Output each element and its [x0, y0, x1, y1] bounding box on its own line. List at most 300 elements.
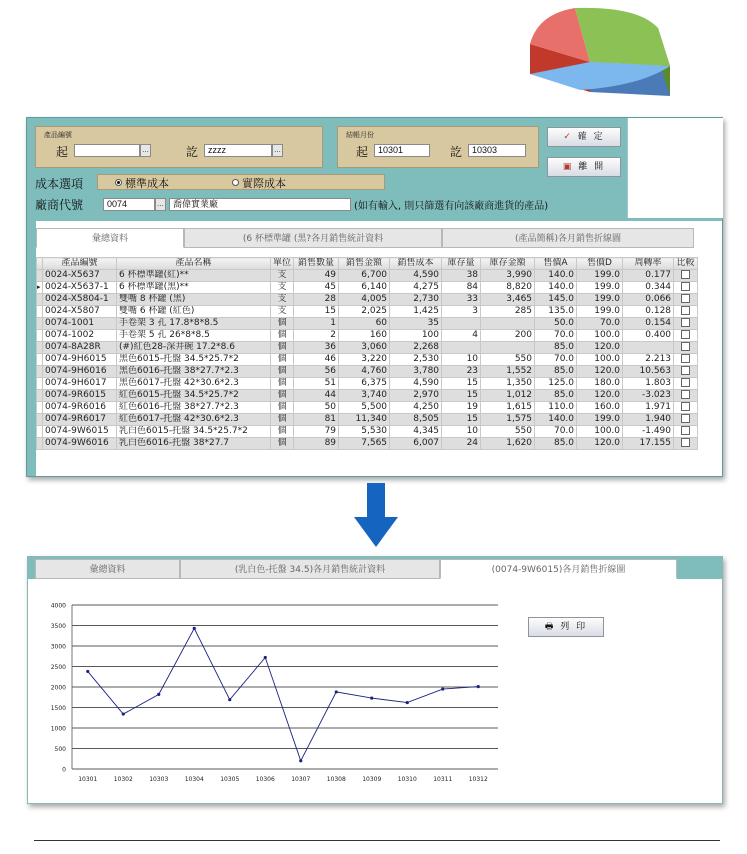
table-cell[interactable]: 雙嘴 8 杯罐 (黑): [117, 294, 271, 306]
table-cell[interactable]: 2,268: [390, 342, 442, 354]
table-cell[interactable]: 乳白色6016-托盤 38*27.7: [117, 438, 271, 450]
table-cell[interactable]: 支: [271, 306, 294, 318]
sales-summary-grid: [36, 257, 722, 475]
table-cell[interactable]: 125.0: [535, 378, 577, 390]
table-cell[interactable]: 3,780: [390, 366, 442, 378]
compare-checkbox-cell[interactable]: [674, 354, 698, 366]
table-cell[interactable]: 2,530: [390, 354, 442, 366]
table-cell[interactable]: 199.0: [577, 282, 623, 294]
grid-header-cell[interactable]: 比較: [674, 258, 698, 270]
bottom-divider: [34, 840, 720, 841]
compare-checkbox-cell[interactable]: [674, 282, 698, 294]
table-cell[interactable]: 60: [339, 318, 390, 330]
table-cell[interactable]: 11,340: [339, 414, 390, 426]
table-cell[interactable]: 1,615: [481, 402, 535, 414]
compare-checkbox[interactable]: [681, 414, 690, 423]
compare-checkbox[interactable]: [681, 318, 690, 327]
table-cell[interactable]: 0074-9R6015: [43, 390, 117, 402]
y-tick-label: 3000: [50, 643, 66, 651]
table-cell[interactable]: 0074-1002: [43, 330, 117, 342]
data-point: [477, 685, 480, 688]
data-point: [370, 696, 373, 699]
table-cell[interactable]: 紅色6016-托盤 38*27.7*2.3: [117, 402, 271, 414]
table-cell[interactable]: [442, 318, 481, 330]
table-cell[interactable]: 15: [442, 414, 481, 426]
table-row[interactable]: [37, 402, 698, 414]
table-cell[interactable]: 6,700: [339, 270, 390, 282]
x-tick-label: 10305: [220, 776, 240, 783]
table-cell[interactable]: 3: [442, 306, 481, 318]
table-cell[interactable]: 10.563: [623, 366, 674, 378]
x-tick-label: 10309: [362, 776, 382, 783]
product-to-lookup-button[interactable]: ...: [272, 144, 283, 157]
table-cell[interactable]: 85.0: [535, 366, 577, 378]
table-cell[interactable]: 38: [442, 270, 481, 282]
table-cell[interactable]: 個: [271, 330, 294, 342]
table-cell[interactable]: 70.0: [535, 426, 577, 438]
table-cell[interactable]: 黑色6016-托盤 38*27.7*2.3: [117, 366, 271, 378]
compare-checkbox-cell[interactable]: [674, 330, 698, 342]
table-cell[interactable]: 70.0: [535, 330, 577, 342]
compare-checkbox[interactable]: [681, 426, 690, 435]
sales-chart-window: [27, 556, 723, 804]
table-cell[interactable]: 個: [271, 426, 294, 438]
table-cell[interactable]: 140.0: [535, 414, 577, 426]
compare-checkbox-cell[interactable]: [674, 402, 698, 414]
table-cell[interactable]: 15: [294, 306, 339, 318]
table-cell[interactable]: 1,620: [481, 438, 535, 450]
table-cell[interactable]: 4,005: [339, 294, 390, 306]
table-cell[interactable]: 110.0: [535, 402, 577, 414]
compare-checkbox[interactable]: [681, 402, 690, 411]
x-tick-label: 10307: [291, 776, 311, 783]
compare-checkbox[interactable]: [681, 294, 690, 303]
x-tick-label: 10304: [184, 776, 204, 783]
table-cell[interactable]: 0074-1001: [43, 318, 117, 330]
table-cell[interactable]: 1: [294, 318, 339, 330]
grid-header-cell[interactable]: 產品編號: [43, 258, 117, 270]
month-to-input[interactable]: [468, 144, 526, 157]
vendor-lookup-button[interactable]: ...: [155, 198, 166, 211]
table-cell[interactable]: 145.0: [535, 294, 577, 306]
table-cell[interactable]: 160.0: [577, 402, 623, 414]
table-cell[interactable]: 100.0: [577, 330, 623, 342]
table-cell[interactable]: 紅色6017-托盤 42*30.6*2.3: [117, 414, 271, 426]
table-cell[interactable]: 6 杯標準罐(紅)**: [117, 270, 271, 282]
check-icon: ✓: [563, 132, 573, 142]
close-button-label: 離 開: [578, 162, 606, 172]
table-cell[interactable]: 0074-9H6016: [43, 366, 117, 378]
x-tick-label: 10311: [433, 776, 453, 783]
table-row[interactable]: [37, 366, 698, 378]
printer-icon: 🖶: [544, 622, 556, 632]
table-cell[interactable]: 4,250: [390, 402, 442, 414]
table-cell[interactable]: 100: [390, 330, 442, 342]
data-point: [157, 693, 160, 696]
data-point: [335, 690, 338, 693]
grid-header-cell[interactable]: 銷售金額: [339, 258, 390, 270]
table-cell[interactable]: 2: [294, 330, 339, 342]
series-line: [88, 628, 479, 760]
compare-checkbox[interactable]: [681, 438, 690, 447]
table-cell[interactable]: 0074-9W6015: [43, 426, 117, 438]
compare-checkbox-cell[interactable]: [674, 342, 698, 354]
table-cell[interactable]: 85.0: [535, 342, 577, 354]
table-cell[interactable]: 70.0: [535, 354, 577, 366]
compare-checkbox[interactable]: [681, 330, 690, 339]
compare-checkbox[interactable]: [681, 354, 690, 363]
y-tick-label: 1000: [50, 725, 66, 733]
table-cell[interactable]: 6,007: [390, 438, 442, 450]
table-cell[interactable]: 44: [294, 390, 339, 402]
table-cell[interactable]: 個: [271, 438, 294, 450]
table-cell[interactable]: 4,590: [390, 270, 442, 282]
table-cell[interactable]: 100.0: [577, 354, 623, 366]
down-arrow-icon: [354, 483, 398, 547]
actual-cost-radio[interactable]: [232, 179, 239, 186]
compare-checkbox-cell[interactable]: [674, 318, 698, 330]
table-cell[interactable]: 24: [442, 438, 481, 450]
table-cell[interactable]: 85.0: [535, 438, 577, 450]
grid-header-cell[interactable]: 銷售成本: [390, 258, 442, 270]
table-cell[interactable]: 5,500: [339, 402, 390, 414]
table-cell[interactable]: 2,730: [390, 294, 442, 306]
compare-checkbox-cell[interactable]: [674, 390, 698, 402]
table-cell[interactable]: 15: [442, 390, 481, 402]
table-row[interactable]: [37, 270, 698, 282]
compare-checkbox-cell[interactable]: [674, 414, 698, 426]
y-tick-label: 3500: [50, 623, 66, 630]
table-cell[interactable]: 10: [442, 354, 481, 366]
table-cell[interactable]: 0024-X5637-1: [43, 282, 117, 294]
product-from-input[interactable]: [74, 144, 140, 157]
table-cell[interactable]: 10: [442, 426, 481, 438]
table-cell[interactable]: 51: [294, 378, 339, 390]
table-cell[interactable]: 黑色6017-托盤 42*30.6*2.3: [117, 378, 271, 390]
table-cell[interactable]: 0074-9R6016: [43, 402, 117, 414]
grid-header-cell[interactable]: 庫存金額: [481, 258, 535, 270]
tab-monthly-sales-line-chart[interactable]: (產品簡稱)各月銷售折線圖: [442, 228, 694, 248]
row-selector[interactable]: ▸: [37, 282, 43, 294]
table-cell[interactable]: 1,012: [481, 390, 535, 402]
table-cell[interactable]: 180.0: [577, 378, 623, 390]
table-row[interactable]: [37, 426, 698, 438]
table-cell[interactable]: 4,760: [339, 366, 390, 378]
table-cell[interactable]: 35: [390, 318, 442, 330]
table-row[interactable]: [37, 294, 698, 306]
top-tab-bar: [36, 228, 722, 249]
table-cell[interactable]: -3.023: [623, 390, 674, 402]
table-row[interactable]: [37, 306, 698, 318]
product-number-box-title: 產品編號: [44, 131, 72, 139]
closing-month-box: [337, 126, 539, 168]
table-cell[interactable]: 5,530: [339, 426, 390, 438]
table-row[interactable]: [37, 342, 698, 354]
table-cell[interactable]: 15: [442, 378, 481, 390]
table-cell[interactable]: 1,425: [390, 306, 442, 318]
cost-option-label: 成本選項: [35, 177, 84, 191]
table-cell[interactable]: 200: [481, 330, 535, 342]
table-cell[interactable]: 36: [294, 342, 339, 354]
vendor-hint-text: (如有輸入, 則只篩選有向該廠商進貨的產品): [354, 201, 549, 212]
compare-checkbox-cell[interactable]: [674, 438, 698, 450]
bottom-tab-monthly-sales-stats[interactable]: (乳白色-托盤 34.5)各月銷售統計資料: [180, 559, 440, 579]
x-tick-label: 10312: [468, 776, 488, 783]
confirm-button[interactable]: [547, 127, 621, 147]
x-tick-label: 10302: [113, 776, 133, 783]
vendor-code-input[interactable]: [103, 198, 155, 211]
table-cell[interactable]: 70.0: [577, 318, 623, 330]
compare-checkbox[interactable]: [681, 378, 690, 387]
data-point: [122, 712, 125, 715]
table-cell[interactable]: [481, 318, 535, 330]
table-cell[interactable]: 199.0: [577, 306, 623, 318]
table-cell[interactable]: 3,060: [339, 342, 390, 354]
table-cell[interactable]: 手卷架 3 孔 17.8*8*8.5: [117, 318, 271, 330]
table-row[interactable]: [37, 438, 698, 450]
table-cell[interactable]: 8,820: [481, 282, 535, 294]
table-cell[interactable]: 17.155: [623, 438, 674, 450]
table-cell[interactable]: 1,350: [481, 378, 535, 390]
product-to-input[interactable]: [204, 144, 272, 157]
table-cell[interactable]: 0.154: [623, 318, 674, 330]
table-cell[interactable]: [481, 342, 535, 354]
sales-query-window: [26, 117, 723, 477]
standard-cost-label: 標準成本: [125, 177, 169, 190]
table-row[interactable]: [37, 390, 698, 402]
table-row[interactable]: [37, 354, 698, 366]
y-tick-label: 0: [62, 766, 66, 774]
table-row[interactable]: [37, 318, 698, 330]
y-tick-label: 2000: [50, 684, 66, 692]
grid-header-cell[interactable]: 售價D: [577, 258, 623, 270]
table-cell[interactable]: 0074-9H6017: [43, 378, 117, 390]
table-cell[interactable]: 81: [294, 414, 339, 426]
data-point: [86, 670, 89, 673]
table-cell[interactable]: 50: [294, 402, 339, 414]
data-point: [299, 759, 302, 762]
tab-summary-data[interactable]: 彙總資料: [36, 228, 184, 248]
monthly-sales-line-chart: [28, 579, 722, 803]
data-point: [264, 656, 267, 659]
table-cell[interactable]: 2,025: [339, 306, 390, 318]
table-cell[interactable]: 6 杯標準罐(黑)**: [117, 282, 271, 294]
table-cell[interactable]: (#)紅色28-深井碗 17.2*8.6: [117, 342, 271, 354]
table-row[interactable]: [37, 282, 698, 294]
table-cell[interactable]: 28: [294, 294, 339, 306]
table-cell[interactable]: 0.177: [623, 270, 674, 282]
data-point: [228, 698, 231, 701]
table-cell[interactable]: 支: [271, 270, 294, 282]
table-cell[interactable]: 199.0: [577, 414, 623, 426]
grid-header-cell[interactable]: 銷售數量: [294, 258, 339, 270]
compare-checkbox-cell[interactable]: [674, 294, 698, 306]
month-from-input[interactable]: [374, 144, 430, 157]
table-cell[interactable]: 85.0: [535, 390, 577, 402]
confirm-button-label: 確 定: [577, 132, 605, 142]
grid-header-cell[interactable]: 庫存量: [442, 258, 481, 270]
product-to-label: 訖: [186, 145, 199, 159]
table-cell[interactable]: 550: [481, 426, 535, 438]
table-cell[interactable]: 56: [294, 366, 339, 378]
closing-month-box-title: 結帳月份: [346, 131, 374, 139]
table-cell[interactable]: 0074-8A28R: [43, 342, 117, 354]
product-from-label: 起: [56, 145, 69, 159]
table-cell[interactable]: 0.400: [623, 330, 674, 342]
grid-header-cell[interactable]: 周轉率: [623, 258, 674, 270]
product-number-box: [35, 126, 323, 168]
table-cell[interactable]: 4,275: [390, 282, 442, 294]
table-cell[interactable]: -1.490: [623, 426, 674, 438]
table-cell[interactable]: 8,505: [390, 414, 442, 426]
table-cell[interactable]: 個: [271, 366, 294, 378]
exit-door-icon: ▣: [562, 162, 574, 172]
table-cell[interactable]: 手卷架 5 孔 26*8*8.5: [117, 330, 271, 342]
x-tick-label: 10308: [326, 776, 346, 783]
table-cell[interactable]: 140.0: [535, 270, 577, 282]
compare-checkbox-cell[interactable]: [674, 378, 698, 390]
compare-checkbox-cell[interactable]: [674, 426, 698, 438]
x-tick-label: 10301: [78, 776, 98, 783]
table-cell[interactable]: 個: [271, 402, 294, 414]
table-cell[interactable]: 550: [481, 354, 535, 366]
table-cell[interactable]: 89: [294, 438, 339, 450]
compare-checkbox[interactable]: [681, 390, 690, 399]
table-row[interactable]: [37, 330, 698, 342]
table-cell[interactable]: 0074-9H6015: [43, 354, 117, 366]
table-cell[interactable]: 個: [271, 354, 294, 366]
table-row[interactable]: [37, 378, 698, 390]
compare-checkbox[interactable]: [681, 366, 690, 375]
table-cell[interactable]: 0074-9W6016: [43, 438, 117, 450]
table-cell[interactable]: 個: [271, 378, 294, 390]
y-tick-label: 1500: [50, 705, 66, 712]
table-cell[interactable]: 4,345: [390, 426, 442, 438]
table-row[interactable]: [37, 414, 698, 426]
table-cell[interactable]: 3,990: [481, 270, 535, 282]
table-cell[interactable]: 46: [294, 354, 339, 366]
table-cell[interactable]: 個: [271, 414, 294, 426]
table-cell[interactable]: 6,140: [339, 282, 390, 294]
table-cell[interactable]: 120.0: [577, 366, 623, 378]
table-cell[interactable]: 1.940: [623, 414, 674, 426]
table-cell[interactable]: 0024-X5637: [43, 270, 117, 282]
table-cell[interactable]: 199.0: [577, 294, 623, 306]
grid-header-cell[interactable]: 單位: [271, 258, 294, 270]
actual-cost-label: 實際成本: [242, 177, 286, 190]
compare-checkbox[interactable]: [681, 342, 690, 351]
x-tick-label: 10310: [397, 776, 417, 783]
table-cell[interactable]: 乳白色6015-托盤 34.5*25.7*2: [117, 426, 271, 438]
product-from-lookup-button[interactable]: ...: [140, 144, 151, 157]
table-cell[interactable]: 135.0: [535, 306, 577, 318]
table-cell[interactable]: 140.0: [535, 282, 577, 294]
table-cell[interactable]: 50.0: [535, 318, 577, 330]
table-cell[interactable]: 0074-9R6017: [43, 414, 117, 426]
tab-monthly-sales-stats[interactable]: (6 杯標準罐 (黑?各月銷售統計資料: [184, 228, 442, 248]
y-tick-label: 500: [54, 746, 66, 753]
print-button-label: 列 印: [560, 622, 588, 632]
compare-checkbox-cell[interactable]: [674, 270, 698, 282]
table-cell[interactable]: 個: [271, 318, 294, 330]
table-cell[interactable]: 3,740: [339, 390, 390, 402]
table-cell[interactable]: [623, 342, 674, 354]
table-cell[interactable]: 79: [294, 426, 339, 438]
table-cell[interactable]: [442, 342, 481, 354]
table-cell[interactable]: 個: [271, 342, 294, 354]
vendor-name-input[interactable]: [169, 198, 351, 211]
table-cell[interactable]: 2,970: [390, 390, 442, 402]
grid-header-cell[interactable]: 售價A: [535, 258, 577, 270]
table-cell[interactable]: 49: [294, 270, 339, 282]
table-cell[interactable]: 2.213: [623, 354, 674, 366]
bottom-tab-summary-data[interactable]: 彙總資料: [35, 559, 180, 579]
grid-header-cell[interactable]: 產品名稱: [117, 258, 271, 270]
table-cell[interactable]: 1.971: [623, 402, 674, 414]
standard-cost-radio[interactable]: [115, 179, 122, 186]
table-cell[interactable]: 1,552: [481, 366, 535, 378]
table-cell[interactable]: 支: [271, 294, 294, 306]
table-cell[interactable]: 120.0: [577, 390, 623, 402]
table-cell[interactable]: 個: [271, 390, 294, 402]
table-cell[interactable]: 19: [442, 402, 481, 414]
table-cell[interactable]: 3,220: [339, 354, 390, 366]
data-point: [406, 701, 409, 704]
table-cell[interactable]: 4,590: [390, 378, 442, 390]
grid-body: [37, 270, 698, 450]
compare-checkbox[interactable]: [681, 270, 690, 279]
compare-checkbox[interactable]: [681, 306, 690, 315]
table-cell[interactable]: 199.0: [577, 270, 623, 282]
table-cell[interactable]: 23: [442, 366, 481, 378]
table-cell[interactable]: 45: [294, 282, 339, 294]
compare-checkbox-cell[interactable]: [674, 366, 698, 378]
table-cell[interactable]: 1.803: [623, 378, 674, 390]
table-cell[interactable]: 雙嘴 6 杯罐 (紅色): [117, 306, 271, 318]
table-cell[interactable]: 7,565: [339, 438, 390, 450]
table-cell[interactable]: 支: [271, 282, 294, 294]
table-cell[interactable]: 6,375: [339, 378, 390, 390]
table-cell[interactable]: 33: [442, 294, 481, 306]
table-cell[interactable]: 1,575: [481, 414, 535, 426]
table-cell[interactable]: 0.344: [623, 282, 674, 294]
table-cell[interactable]: 黑色6015-托盤 34.5*25.7*2: [117, 354, 271, 366]
table-cell[interactable]: 285: [481, 306, 535, 318]
grid-header-row: [37, 258, 698, 270]
vendor-code-label: 廠商代號: [35, 198, 84, 212]
table-cell[interactable]: 160: [339, 330, 390, 342]
table-cell[interactable]: 100.0: [577, 426, 623, 438]
table-cell[interactable]: 紅色6015-托盤 34.5*25.7*2: [117, 390, 271, 402]
table-cell[interactable]: 120.0: [577, 342, 623, 354]
pie-chart-decoration-icon: [520, 0, 680, 118]
table-cell[interactable]: 0.128: [623, 306, 674, 318]
month-from-label: 起: [356, 145, 369, 159]
close-button[interactable]: [547, 157, 621, 177]
bottom-tab-monthly-sales-line-chart[interactable]: (0074-9W6015)各月銷售折線圖: [440, 559, 677, 579]
table-cell[interactable]: 0024-X5807: [43, 306, 117, 318]
table-cell[interactable]: 0024-X5804-1: [43, 294, 117, 306]
table-cell[interactable]: 4: [442, 330, 481, 342]
table-cell[interactable]: 3,465: [481, 294, 535, 306]
table-cell[interactable]: 84: [442, 282, 481, 294]
y-tick-label: 2500: [50, 664, 66, 671]
compare-checkbox-cell[interactable]: [674, 306, 698, 318]
table-cell[interactable]: 120.0: [577, 438, 623, 450]
compare-checkbox[interactable]: [681, 282, 690, 291]
table-cell[interactable]: 0.066: [623, 294, 674, 306]
month-to-label: 訖: [450, 145, 463, 159]
